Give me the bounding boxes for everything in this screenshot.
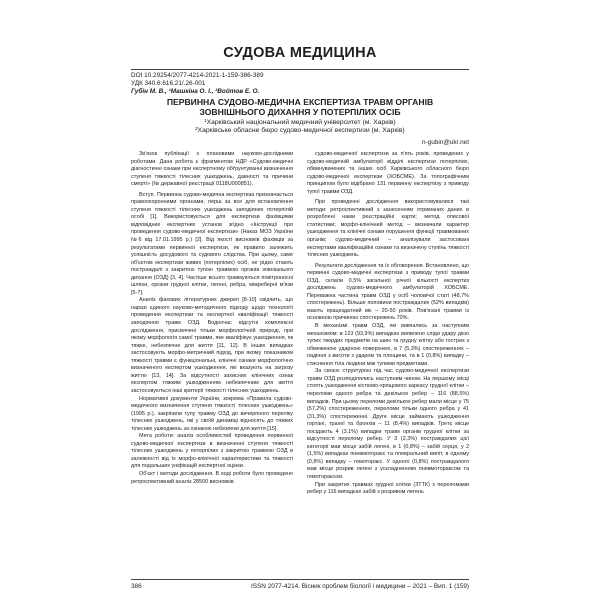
udc-line: УДК 340.6:616.21/.26-001 bbox=[131, 80, 206, 87]
paragraph: Результати дослідження та їх обговорення. Встановлено, що первинні судово-медичні експертизи з приводу тупої травми ОЗД, склали 0,5% загальної річної кількості експертиз досліджень судово-медичного амбулаторій ХОБСМЕ. Переважна частина травм ОЗД у осіб чоловічої статі (48,7% спостережень). Більше половини постраждалих (52% випадків) мають працездатний вік – 20-50 років. Пов'язані травми із основною причиною спостережень 70%. bbox=[307, 262, 469, 322]
paragraph: Нормативні документи України, зокрема «Правила судово-медичного визначення ступеня тяжкості тілесних ушкоджень» (1995 р.), закріпили тупу травму ОЗД до вичерпного переліку тілесних ушкоджень, які у своїй динаміці відносять до тяжких тілесних ушкоджень за ознакою небезпеки для життя [15]. bbox=[131, 395, 293, 432]
body-column-left bbox=[131, 151, 293, 573]
page-number: 386 bbox=[131, 583, 142, 590]
body-column-right bbox=[307, 151, 469, 573]
section-title: СУДОВА МЕДИЦИНА bbox=[223, 45, 377, 61]
header-divider bbox=[131, 69, 469, 70]
paragraph: Аналіз фахових літературних джерел [8-10] свідчить, що наразі єдиного науково-методичного підходу щодо технології проведення експертизи та експертної кваліфікації тяжкості заподіяння травм ОЗД. Водночас відсутні комплексні дослідження, присвячені тільки морфологічній природі, при якому морфологія самої травми, яке кваліфікує ушкодження, як тяжке, небезпечне для життя [11, 12]. В інших випадках застосовують морфо-метричний підхід, при якому показником тяжкості травми є функціональні, клінічні ознаки морфологічно визначеного експертом ушкодження, які вказують на загрозу життю [13, 14]. За відсутності захисних клінічних ознак експертом тяжким ушкодженням небезпечним для життя застосовуються інші критерії тяжкості тілесних ушкоджень. bbox=[131, 297, 293, 394]
paragraph: За своєю структурою під час судово-медичної експертизи травм ОЗД розподілялись наступним чином. На першому місці стоять ушкодження кістково-хрящового каркасу грудної клітки – переломи одного ребра та декількох ребер – 116 (88,5%) випадків. При цьому переломи декількох ребер мали місце у 75 (57,2%) спостереженнях, переломи тільки одного ребра у 41 (31,3%) спостереженні. Друге місце займають ушкодження гортані, трахеї та бронхів – 11 (8,4%) випадків. Третє місце посідають 4 (3,1%) випадки травм органів грудної клітки за відсутності перелому ребер. У 3 (2,3%) постраждалих цієї категорії мав місце забій легені, в 1 (0,8%) – забій серця, у 2 (1,5%) випадках пневмоторакс та плевральний випіт, в одному (0,8%) випадку – гемоторакс. У одного (0,8%) постраждалого мав місце розрив легені з ускладненням пневмотораксом та гемотораксом. bbox=[307, 368, 469, 480]
paragraph: судово-медичної експертизи за п'ять років, проведених у судово-медичній амбулаторії відділі експертизи потерпілих, обвинувачених та інших осіб Харківського обласного бюро судово-медичної експертизи (ХОБСМЕ). За топографічним принципом було відібрано 131 первинну експертизу з приводу тупої травми ОЗД. bbox=[307, 151, 469, 195]
footer-divider bbox=[131, 579, 469, 580]
paragraph: При закритих травмах грудної клітки (ЗТТК) з переломами ребер у 116 випадках забій з розривом легень bbox=[307, 481, 469, 496]
paragraph: Вступ. Первинна судово-медична експертиза призначається правоохоронними органами, перш за все для встановлення ступеня тяжкості тілесних ушкоджень заподіяних потерпілій особі [1]. Використовується для експертизи фахівцями відповідних експертних установ згідно «Інструкції про проведення судово-медичної експертизи» (Наказ МОЗ України №6 від 17.01.1995 р.) [2]. Від якості висновків фахівців за результатами первинної експертизи, як правило залежить успішність досудового та судового слідства. При цьому, саме об'єктом експертизи живих (потерпілих) осіб, не рідко стають постраждалі з закритою тупою травмою органів зовнішнього дихання (ОЗД) [3, 4]. Частіше всього травмуються повітроносні шляхи, органи грудної клітки, легені, ребра, міжреберні м'язи [5-7]. bbox=[131, 191, 293, 296]
author-email[interactable]: n-gubin@ukr.net bbox=[422, 139, 469, 146]
journal-reference: ISSN 2077-4214. Вісник проблем біології і медицини – 2021 – Вип. 1 (159) bbox=[250, 583, 469, 590]
paragraph: Мета роботи: аналіз особливостей проведення первинної судово-медичної експертизи в визначенні ступеня тяжкості тілесних ушкоджень у потерпілих з закритою травмою ОЗД в залежності від їх морфо-клінічної характеристики та тяжкості для подальших уніфікацій експертної оцінки. bbox=[131, 433, 293, 470]
affiliation-2: ²Харківське обласне бюро судово-медичної експертизи (м. Харків) bbox=[195, 127, 405, 134]
paragraph: При проведенні дослідження використовувалися такі методи: ретроспективний з занесенням отриманих даних в розроблені нами реєстраційні карти; метод описової статистики; морфо-клінічний метод – визначали характер ушкодження та клінічні ознаки порушення функції травмованих органів; судово-медичний – аналізували застосовані експертами кваліфікаційні ознаки та визначену ступінь тяжкості тілесних ушкоджень. bbox=[307, 199, 469, 259]
authors-line: Губін М. В., ¹Машкіна О. І., ²Войтов Е. О. bbox=[131, 88, 260, 95]
article-title bbox=[131, 97, 469, 117]
affiliation-1: ¹Харківський національний медичний університет (м. Харків) bbox=[204, 119, 396, 126]
article-title-line-1: ПЕРВИННА СУДОВО-МЕДИЧНА ЕКСПЕРТИЗА ТРАВМ ОРГАНІВ bbox=[166, 97, 434, 107]
article-title-line-2: ЗОВНІШНЬОГО ДИХАННЯ У ПОТЕРПІЛИХ ОСІБ bbox=[199, 107, 401, 117]
paragraph: Об'єкт і методи дослідження. В ході роботи було проведено ретроспективний аналіз 28500 висновків bbox=[131, 470, 293, 485]
doi-line: DOI 10.29254/2077-4214-2021-1-159-386-389 bbox=[131, 72, 264, 79]
paragraph: В механізмі травм ОЗД, які вивчались за наступним механізмом: в 123 (93,9%) випадках виявлено сліди удару дією тупих твердих предметів на шию та грудну клітку або гострих з обмеженою ударною поверхнею, в 7 (5,3%) спостереженнях – падіння з висоти з ударом та площини, та в 1 (0,8%) випадку – стиснення тіла людини між тупими предметами. bbox=[307, 323, 469, 367]
paragraph: Зв'язок публікації з плановими науково-дослідними роботами. Дана робота є фрагментом НДР «Судово-медичні діагностичні ознаки при експертному обґрунтуванні визначення ступеня тяжкості тілесних ушкоджень, давності та причини смерті» (№ державної реєстрації 0118U000851). bbox=[131, 151, 293, 188]
